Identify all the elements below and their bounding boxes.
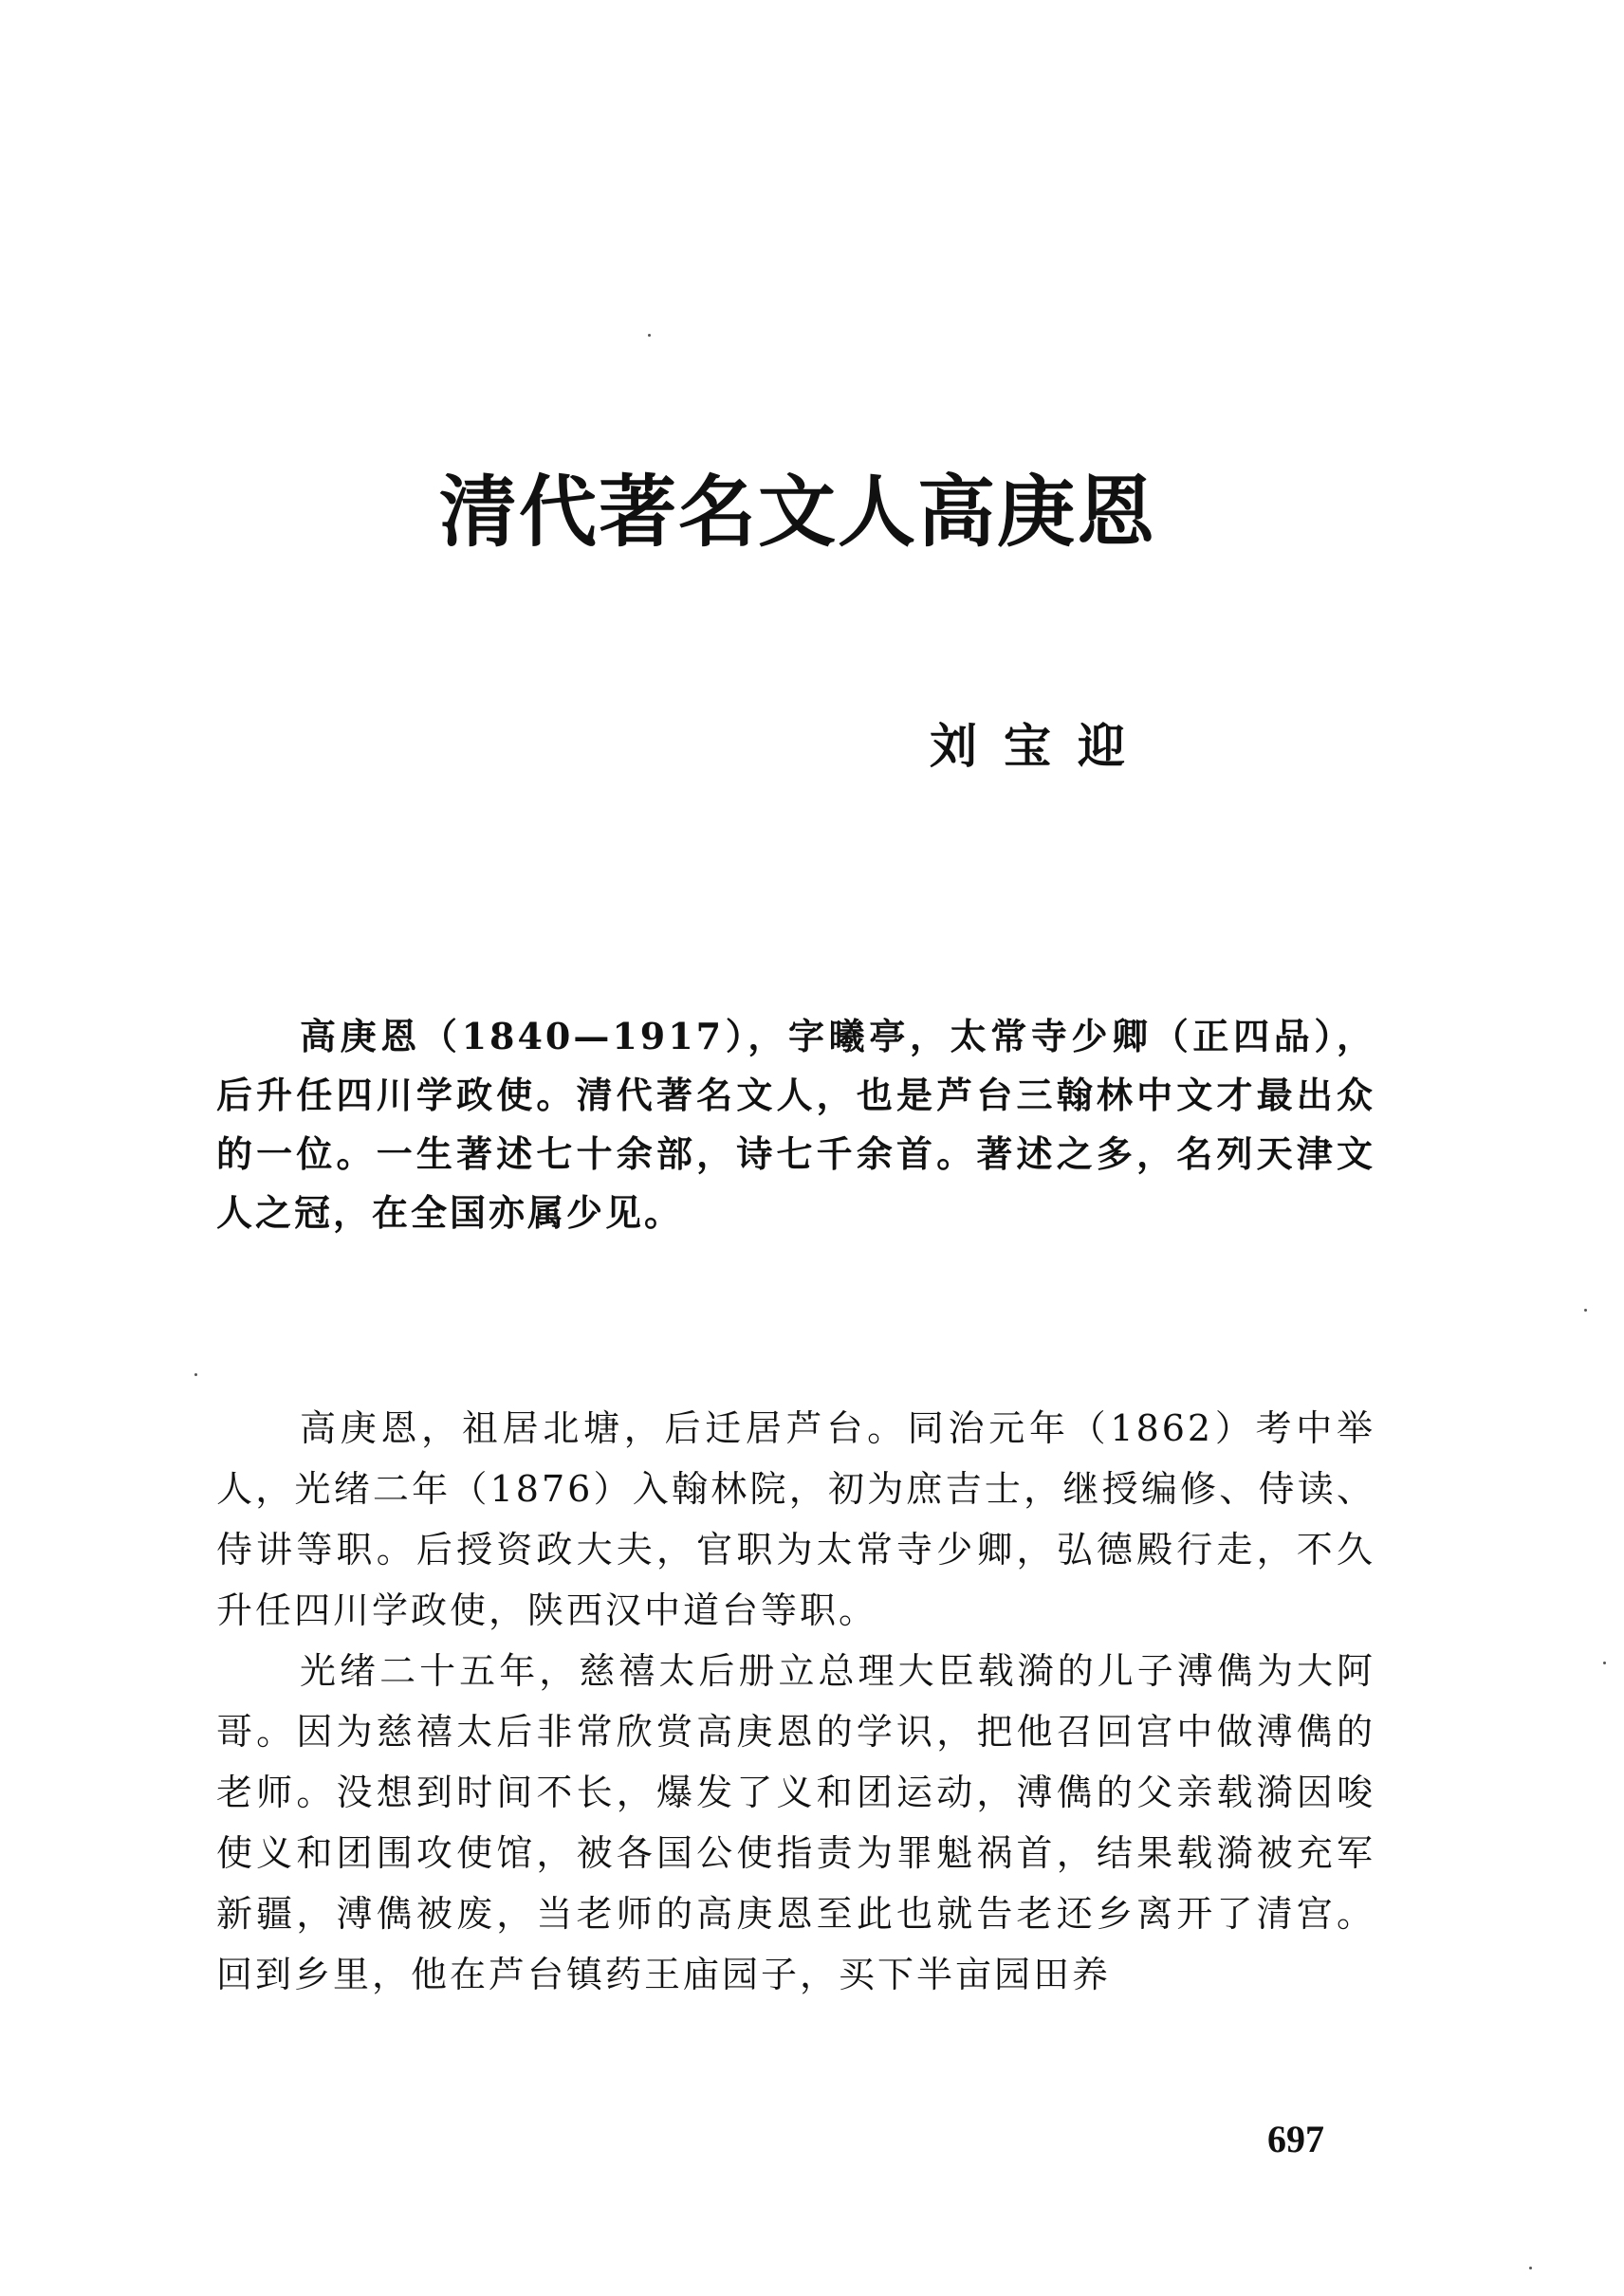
scan-speck	[194, 1373, 197, 1376]
scan-speck	[648, 334, 651, 337]
scan-speck	[1529, 2267, 1532, 2269]
scan-speck	[1603, 1662, 1606, 1664]
page-number: 697	[1267, 2118, 1324, 2160]
body-paragraph-1: 高庚恩，祖居北塘，后迁居芦台。同治元年（1862）考中举人，光绪二年（1876）入翰林院，初为庶吉士，继授编修、侍读、侍讲等职。后授资政大夫，官职为太常寺少卿，弘德殿行走，不久升任四川学政使，陕西汉中道台等职。	[216, 1407, 1375, 1631]
author-name: 刘宝迎	[930, 718, 1152, 774]
body-paragraph-2: 光绪二十五年，慈禧太后册立总理大臣载漪的儿子溥儁为大阿哥。因为慈禧太后非常欣赏高庚恩的学识，把他召回宫中做溥儁的老师。没想到时间不长，爆发了义和团运动，溥儁的父亲载漪因唆使义和团围攻使馆，被各国公使指责为罪魁祸首，结果载漪被充军新疆，溥儁被废，当老师的高庚恩至此也就告老还乡离开了清宫。回到乡里，他在芦台镇药王庙园子，买下半亩园田养	[216, 1650, 1375, 1995]
abstract-paragraph: 高庚恩（1840—1917），字曦亭，太常寺少卿（正四品），后升任四川学政使。清代著名文人，也是芦台三翰林中文才最出众的一位。一生著述七十余部，诗七千余首。著述之多，名列天津文人之冠，在全国亦属少见。	[216, 1015, 1375, 1234]
scan-speck	[1584, 1309, 1587, 1312]
article-title: 清代著名文人高庚恩	[438, 467, 1156, 558]
